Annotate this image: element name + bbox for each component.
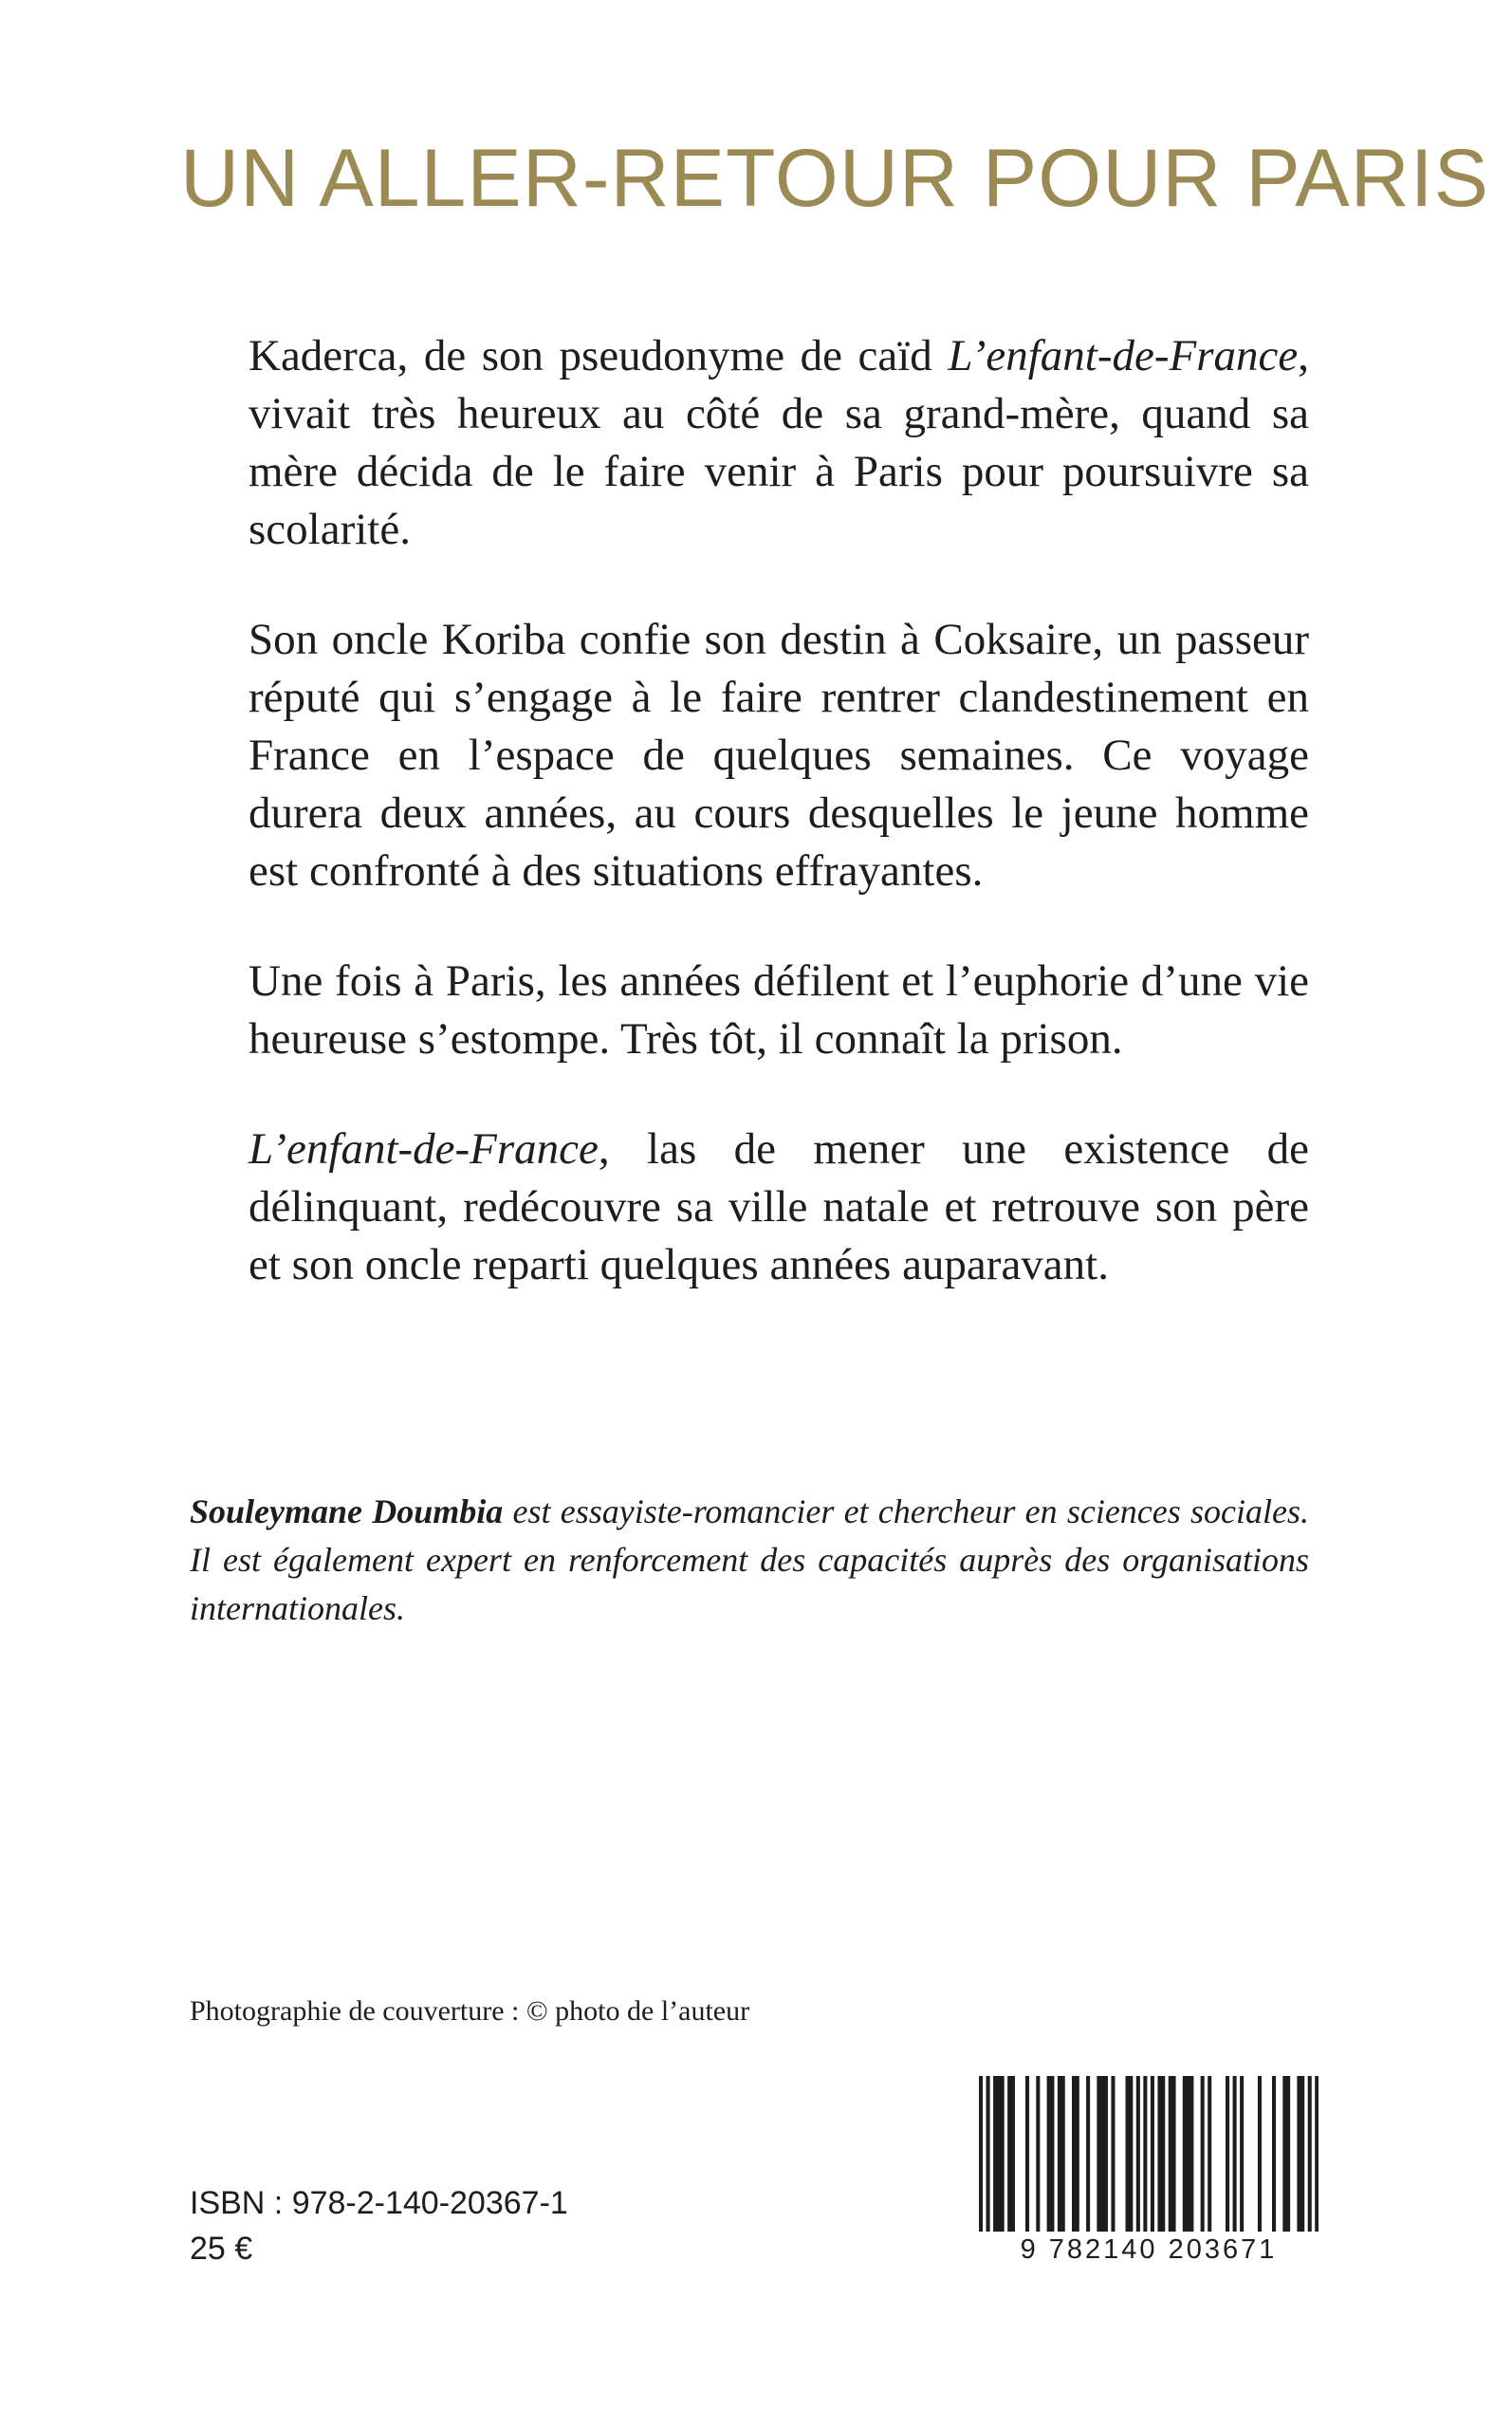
synopsis-paragraph-3: Une fois à Paris, les années défilent et l’euphorie d’une vie heureuse s’estompe. Très tôt, il connaît la prison. bbox=[249, 956, 1309, 1064]
barcode-bar bbox=[1282, 2076, 1286, 2232]
barcode-bar bbox=[1047, 2076, 1051, 2232]
isbn: ISBN : 978-2-140-20367-1 bbox=[190, 2185, 568, 2221]
barcode-bar bbox=[1086, 2076, 1090, 2232]
barcode-bar bbox=[1297, 2076, 1300, 2232]
synopsis-text: , vivait très heureux au côté de sa grand-mère, quand sa mère décida de le faire venir à Paris pour poursuivre sa scolarité. bbox=[249, 331, 1309, 554]
synopsis-text: , las de mener une existence de délinquant, redécouvre sa ville natale et retrouve son père et son oncle reparti quelques années auparavant. bbox=[249, 1124, 1309, 1289]
barcode-bar bbox=[1208, 2076, 1211, 2232]
barcode-guard-bar bbox=[1315, 2076, 1318, 2256]
barcode-bar bbox=[1100, 2076, 1104, 2232]
photo-credit: Photographie de couverture : © photo de l’auteur bbox=[190, 1995, 750, 2027]
author-name: Souleymane Doumbia bbox=[190, 1492, 504, 1530]
barcode-bar bbox=[1007, 2076, 1011, 2232]
barcode-bar bbox=[1161, 2076, 1165, 2232]
synopsis-paragraph-4 bbox=[249, 1121, 1309, 1294]
author-bio bbox=[190, 1488, 1309, 1633]
barcode-bar bbox=[1286, 2076, 1290, 2232]
barcode-bar bbox=[1187, 2076, 1190, 2232]
barcode-bar bbox=[993, 2076, 997, 2232]
barcode-bar bbox=[1136, 2076, 1140, 2232]
barcode-bar bbox=[1233, 2076, 1237, 2232]
barcode-bar bbox=[1189, 2076, 1193, 2232]
barcode-bar bbox=[1011, 2076, 1015, 2232]
synopsis-paragraph-1 bbox=[249, 327, 1309, 559]
barcode-bar bbox=[1036, 2076, 1040, 2232]
barcode-bar bbox=[1104, 2076, 1108, 2232]
synopsis-text: Kaderca, de son pseudonyme de caïd bbox=[249, 331, 949, 380]
barcode-guard-bar bbox=[986, 2076, 990, 2256]
barcode-bar bbox=[1226, 2076, 1229, 2232]
synopsis-paragraph-2: Son oncle Koriba confie son destin à Coksaire, un passeur réputé qui s’engage à le faire rentrer clandestinement en France en l’espace de quelques semaines. Ce voyage durera deux années, au cours desquelles le jeune homme est confronté à des situations effrayantes. bbox=[249, 615, 1309, 896]
character-nickname: L’enfant-de-France bbox=[249, 1124, 599, 1174]
synopsis bbox=[249, 327, 1309, 1294]
barcode-bar bbox=[1169, 2076, 1172, 2232]
barcode-bar bbox=[1050, 2076, 1054, 2232]
barcode-bar bbox=[1240, 2076, 1244, 2232]
barcode-bar bbox=[1001, 2076, 1005, 2232]
barcode-bar bbox=[1183, 2076, 1187, 2232]
barcode-bar bbox=[1171, 2076, 1175, 2232]
barcode-guard-bar bbox=[1143, 2076, 1147, 2256]
barcode-digits: 9 782140 203671 bbox=[979, 2232, 1318, 2266]
barcode-bar bbox=[1058, 2076, 1061, 2232]
barcode-guard-bar bbox=[1308, 2076, 1312, 2256]
barcode-bar bbox=[1072, 2076, 1076, 2232]
barcode-bar bbox=[1258, 2076, 1262, 2232]
barcode-bar bbox=[1097, 2076, 1100, 2232]
barcode-bar bbox=[1061, 2076, 1065, 2232]
book-title: UN ALLER-RETOUR POUR PARIS bbox=[180, 133, 1489, 224]
character-nickname: L’enfant-de-France bbox=[948, 331, 1299, 380]
price: 25 € bbox=[190, 2231, 253, 2267]
barcode-guard-bar bbox=[1151, 2076, 1154, 2256]
barcode-bar bbox=[1126, 2076, 1130, 2232]
barcode-bar bbox=[1129, 2076, 1133, 2232]
barcode-guard-bar bbox=[979, 2076, 983, 2256]
barcode-bar bbox=[1157, 2076, 1161, 2232]
barcode-bar bbox=[1025, 2076, 1029, 2232]
author-bio-text: est essayiste-romancier et chercheur en sciences sociales. Il est également expert en renforcement des capacités auprès des organisations internationales. bbox=[190, 1492, 1309, 1627]
barcode-bar bbox=[1300, 2076, 1304, 2232]
barcode-bar bbox=[1272, 2076, 1276, 2232]
barcode-bar bbox=[1201, 2076, 1205, 2232]
barcode-bar bbox=[1076, 2076, 1079, 2232]
barcode-bar bbox=[1111, 2076, 1115, 2232]
barcode-bar bbox=[997, 2076, 1001, 2232]
